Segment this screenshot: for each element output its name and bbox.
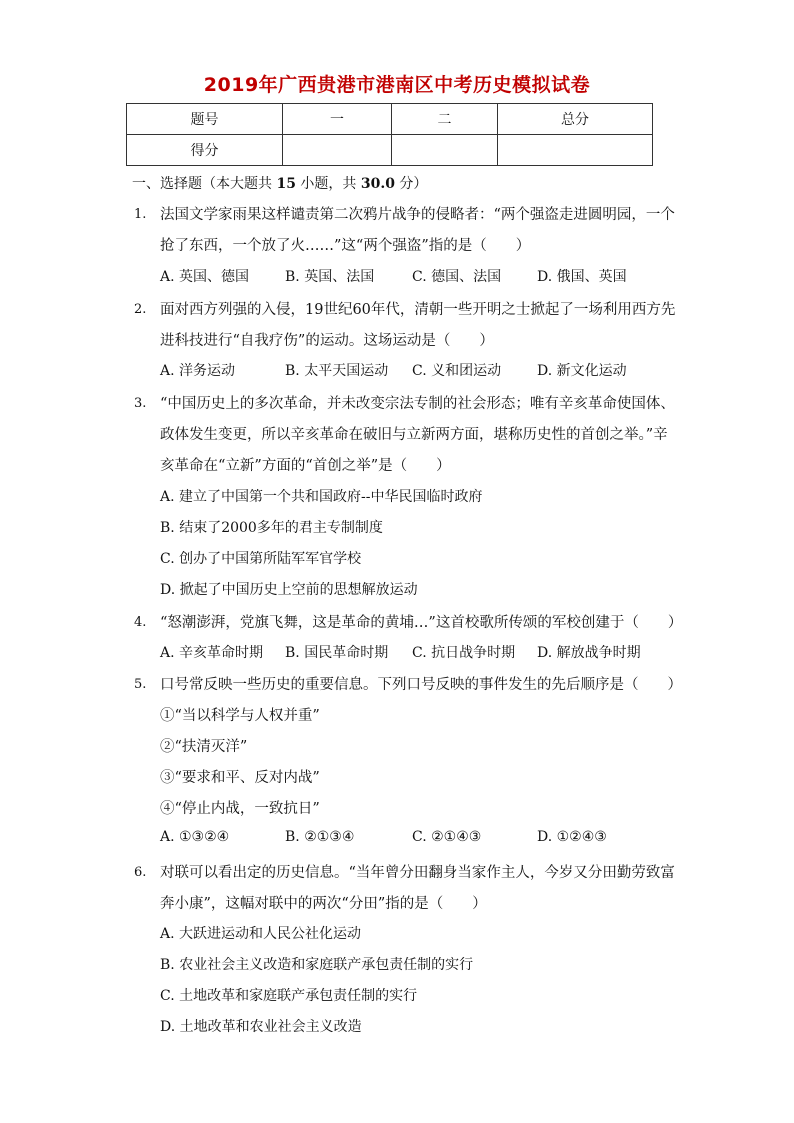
option-c[interactable]: C. 义和团运动: [412, 363, 502, 379]
question-number: 5.: [134, 677, 147, 692]
option-b[interactable]: B. 农业社会主义改造和家庭联产承包责任制的实行: [160, 957, 474, 973]
option-d[interactable]: D. ①②④③: [537, 829, 607, 845]
option-c[interactable]: C. 德国、法国: [412, 269, 502, 285]
question-number: 4.: [134, 615, 147, 630]
score-table: [126, 103, 653, 166]
question-text: “怒潮澎湃，党旗飞舞，这是革命的黄埔…”这首校歌所传颂的军校创建于（ ）: [160, 615, 683, 631]
option-b[interactable]: B. ②①③④: [285, 829, 355, 845]
question-number: 1.: [134, 207, 147, 222]
statement-item: ②“扶清灭洋”: [160, 739, 248, 755]
table-cell: 得分: [127, 135, 283, 166]
question-text: 口号常反映一些历史的重要信息。下列口号反映的事件发生的先后顺序是（ ）: [160, 677, 682, 693]
option-a[interactable]: A. ①③②④: [160, 829, 230, 845]
option-c[interactable]: C. ②①④③: [412, 829, 482, 845]
question-text: 法国文学家雨果这样谴责第二次鸦片战争的侵略者：“两个强盗走进圆明园，一个: [160, 207, 675, 223]
option-a[interactable]: A. 英国、德国: [160, 269, 250, 285]
option-b[interactable]: B. 英国、法国: [285, 269, 375, 285]
question-text: 对联可以看出定的历史信息。“当年曾分田翻身当家作主人，今岁又分田勤劳致富: [160, 865, 675, 881]
table-cell: 一: [283, 104, 392, 135]
options-row: [160, 266, 627, 286]
option-a[interactable]: A. 辛亥革命时期: [160, 645, 264, 661]
option-d[interactable]: D. 新文化运动: [537, 363, 627, 379]
question-text: 奔小康”，这幅对联中的两次“分田”指的是（ ）: [160, 896, 487, 912]
question-text: 抢了东西，一个放了火……”这“两个强盗”指的是（ ）: [160, 238, 531, 254]
question-number: 6.: [134, 865, 147, 880]
question-text: 亥革命在“立新”方面的“首创之举”是（ ）: [160, 458, 451, 474]
table-row: [127, 135, 653, 166]
option-b[interactable]: B. 结束了2000多年的君主专制制度: [160, 520, 383, 536]
table-cell: 题号: [127, 104, 283, 135]
options-row: [160, 829, 607, 845]
option-d[interactable]: D. 解放战争时期: [537, 645, 641, 661]
option-c[interactable]: C. 土地改革和家庭联产承包责任制的实行: [160, 988, 418, 1004]
option-a[interactable]: A. 洋务运动: [160, 363, 236, 379]
statement-item: ④“停止内战，一致抗日”: [160, 801, 320, 817]
option-d[interactable]: D. 土地改革和农业社会主义改造: [160, 1019, 362, 1035]
option-c[interactable]: C. 创办了中国第所陆军军官学校: [160, 551, 362, 567]
question-number: 2.: [134, 302, 147, 317]
option-a[interactable]: A. 建立了中国第一个共和国政府--中华民国临时政府: [160, 489, 483, 505]
question-text: 面对西方列强的入侵，19世纪60年代，清朝一些开明之士掀起了一场利用西方先: [160, 302, 676, 318]
option-b[interactable]: B. 太平天国运动: [285, 363, 389, 379]
option-a[interactable]: A. 大跃进运动和人民公社化运动: [160, 926, 362, 942]
section-heading: 一、选择题（本大题共 15 小题，共 30.0 分）: [132, 176, 428, 192]
option-b[interactable]: B. 国民革命时期: [285, 645, 389, 661]
option-c[interactable]: C. 抗日战争时期: [412, 645, 516, 661]
question-text: 政体发生变更，所以辛亥革命在破旧与立新两方面，堪称历史性的首创之举。”辛: [160, 427, 668, 443]
page-title: 2019年广西贵港市港南区中考历史模拟试卷: [203, 74, 591, 96]
question-number: 3.: [134, 396, 147, 411]
statement-item: ①“当以科学与人权并重”: [160, 708, 320, 724]
option-d[interactable]: D. 俄国、英国: [537, 269, 627, 285]
score-input-cell[interactable]: [283, 135, 392, 166]
question-text: 进科技进行“自我疗伤”的运动。这场运动是（ ）: [160, 333, 494, 349]
table-cell: 总分: [498, 104, 653, 135]
question-text: “中国历史上的多次革命，并未改变宗法专制的社会形态；唯有辛亥革命使国体、: [160, 396, 675, 412]
options-row: [160, 642, 641, 662]
score-input-cell[interactable]: [498, 135, 653, 166]
score-input-cell[interactable]: [392, 135, 498, 166]
statement-item: ③“要求和平、反对内战”: [160, 770, 320, 786]
table-row: [127, 104, 653, 135]
table-cell: 二: [392, 104, 498, 135]
options-row: [160, 360, 627, 380]
option-d[interactable]: D. 掀起了中国历史上空前的思想解放运动: [160, 582, 418, 598]
